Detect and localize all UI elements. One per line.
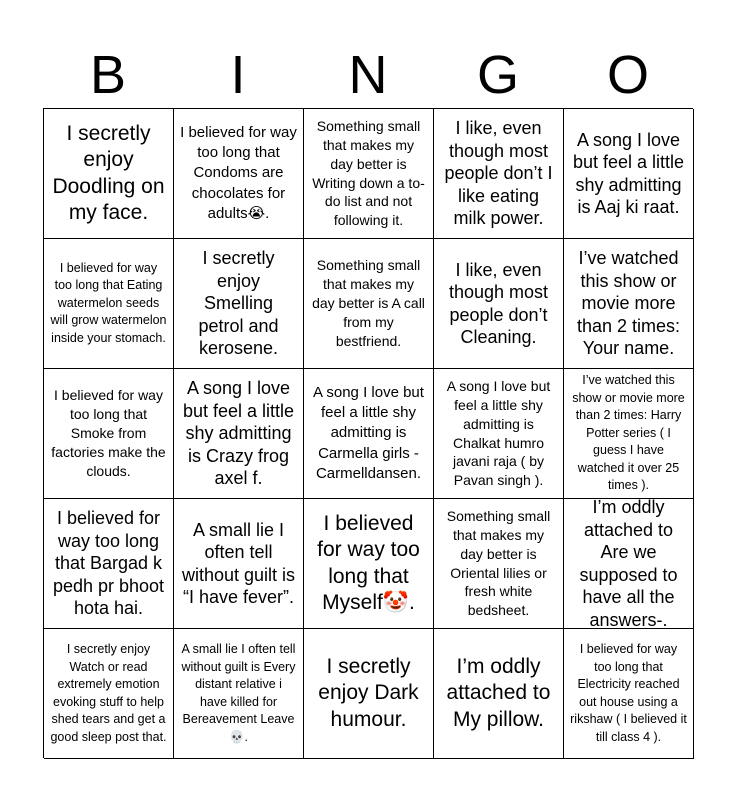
- cell-text: I secretly enjoy Watch or read extremely emotion evoking stuff to help shed tears and get a good sleep post that.: [50, 642, 167, 744]
- bingo-cell[interactable]: [304, 369, 434, 499]
- bingo-header: [43, 40, 693, 110]
- cell-text: I’ve watched this show or movie more than 2 times: Harry Potter series ( I guess I have watched it over 25 times ).: [572, 373, 685, 493]
- bingo-cell[interactable]: [434, 369, 564, 499]
- cell-text: I secretly enjoy Dark humour.: [318, 655, 419, 731]
- bingo-cell[interactable]: [434, 629, 564, 759]
- bingo-cell[interactable]: [44, 109, 174, 239]
- cell-text: Something small that makes my day better is A call from my bestfriend.: [312, 257, 425, 349]
- bingo-grid: [43, 108, 693, 758]
- cell-text: I believed for way too long that Eating watermelon seeds will grow watermelon inside your stomach.: [50, 260, 167, 345]
- cell-text: I like, even though most people don’t I like eating milk power.: [444, 118, 553, 229]
- header-letter-o: O: [606, 45, 649, 105]
- cell-text: I believed for way too long that Condoms are chocolates for adults😭.: [180, 123, 297, 222]
- bingo-cell[interactable]: [174, 239, 304, 369]
- bingo-cell[interactable]: [304, 629, 434, 759]
- bingo-cell[interactable]: [564, 109, 694, 239]
- bingo-cell[interactable]: [174, 369, 304, 499]
- cell-text: I secretly enjoy Doodling on my face.: [52, 122, 165, 224]
- bingo-cell[interactable]: [434, 109, 564, 239]
- bingo-cell[interactable]: [304, 499, 434, 629]
- bingo-cell[interactable]: [44, 499, 174, 629]
- cell-text: A small lie I often tell without guilt is “I have fever”.: [181, 519, 296, 607]
- cell-text: I believed for way too long that Electricity reached out house using a rikshaw ( I believed it till class 4 ).: [570, 642, 687, 744]
- cell-text: Something small that makes my day better is Writing down a to-do list and not following it.: [312, 117, 425, 229]
- cell-text: A small lie I often tell without guilt is Every distant relative i have killed for Bereavement Leave💀.: [181, 642, 296, 744]
- bingo-cell[interactable]: [174, 109, 304, 239]
- cell-text: A song I love but feel a little shy admitting is Crazy frog axel f.: [182, 378, 295, 489]
- bingo-cell[interactable]: [564, 629, 694, 759]
- cell-text: A song I love but feel a little shy admitting is Carmella girls - Carmelldansen.: [313, 383, 424, 482]
- cell-text: I like, even though most people don’t Cleaning.: [448, 259, 549, 347]
- cell-text: I believed for way too long that Bargad k pedh pr bhoot hota hai.: [52, 508, 165, 619]
- cell-text: I’ve watched this show or movie more than 2 times: Your name.: [576, 248, 681, 359]
- cell-text: I’m oddly attached to Are we supposed to have all the answers-.: [579, 497, 678, 630]
- bingo-cell[interactable]: [304, 109, 434, 239]
- cell-text: A song I love but feel a little shy admitting is Chalkat humro javani raja ( by Pavan singh ).: [446, 377, 551, 489]
- bingo-cell[interactable]: [564, 239, 694, 369]
- cell-text: I secretly enjoy Smelling petrol and kerosene.: [198, 248, 279, 359]
- cell-text: A song I love but feel a little shy admitting is Aaj ki raat.: [572, 129, 685, 217]
- cell-text: I believed for way too long that Smoke from factories make the clouds.: [51, 387, 166, 479]
- header-letter-n: N: [348, 45, 388, 105]
- bingo-cell[interactable]: [434, 239, 564, 369]
- bingo-cell[interactable]: [44, 629, 174, 759]
- header-letter-g: G: [476, 45, 519, 105]
- header-letter-i: I: [230, 45, 246, 105]
- bingo-cell[interactable]: [174, 629, 304, 759]
- cell-text: Something small that makes my day better is Oriental lilies or fresh white bedsheet.: [446, 507, 551, 619]
- bingo-cell[interactable]: [44, 239, 174, 369]
- bingo-cell[interactable]: [434, 499, 564, 629]
- cell-text: I’m oddly attached to My pillow.: [446, 655, 551, 731]
- bingo-cell[interactable]: [44, 369, 174, 499]
- bingo-cell[interactable]: [174, 499, 304, 629]
- cell-text: I believed for way too long that Myself🤡.: [317, 512, 420, 614]
- bingo-cell[interactable]: [304, 239, 434, 369]
- bingo-cell[interactable]: [564, 369, 694, 499]
- header-letter-b: B: [89, 45, 127, 105]
- bingo-cell[interactable]: [564, 499, 694, 629]
